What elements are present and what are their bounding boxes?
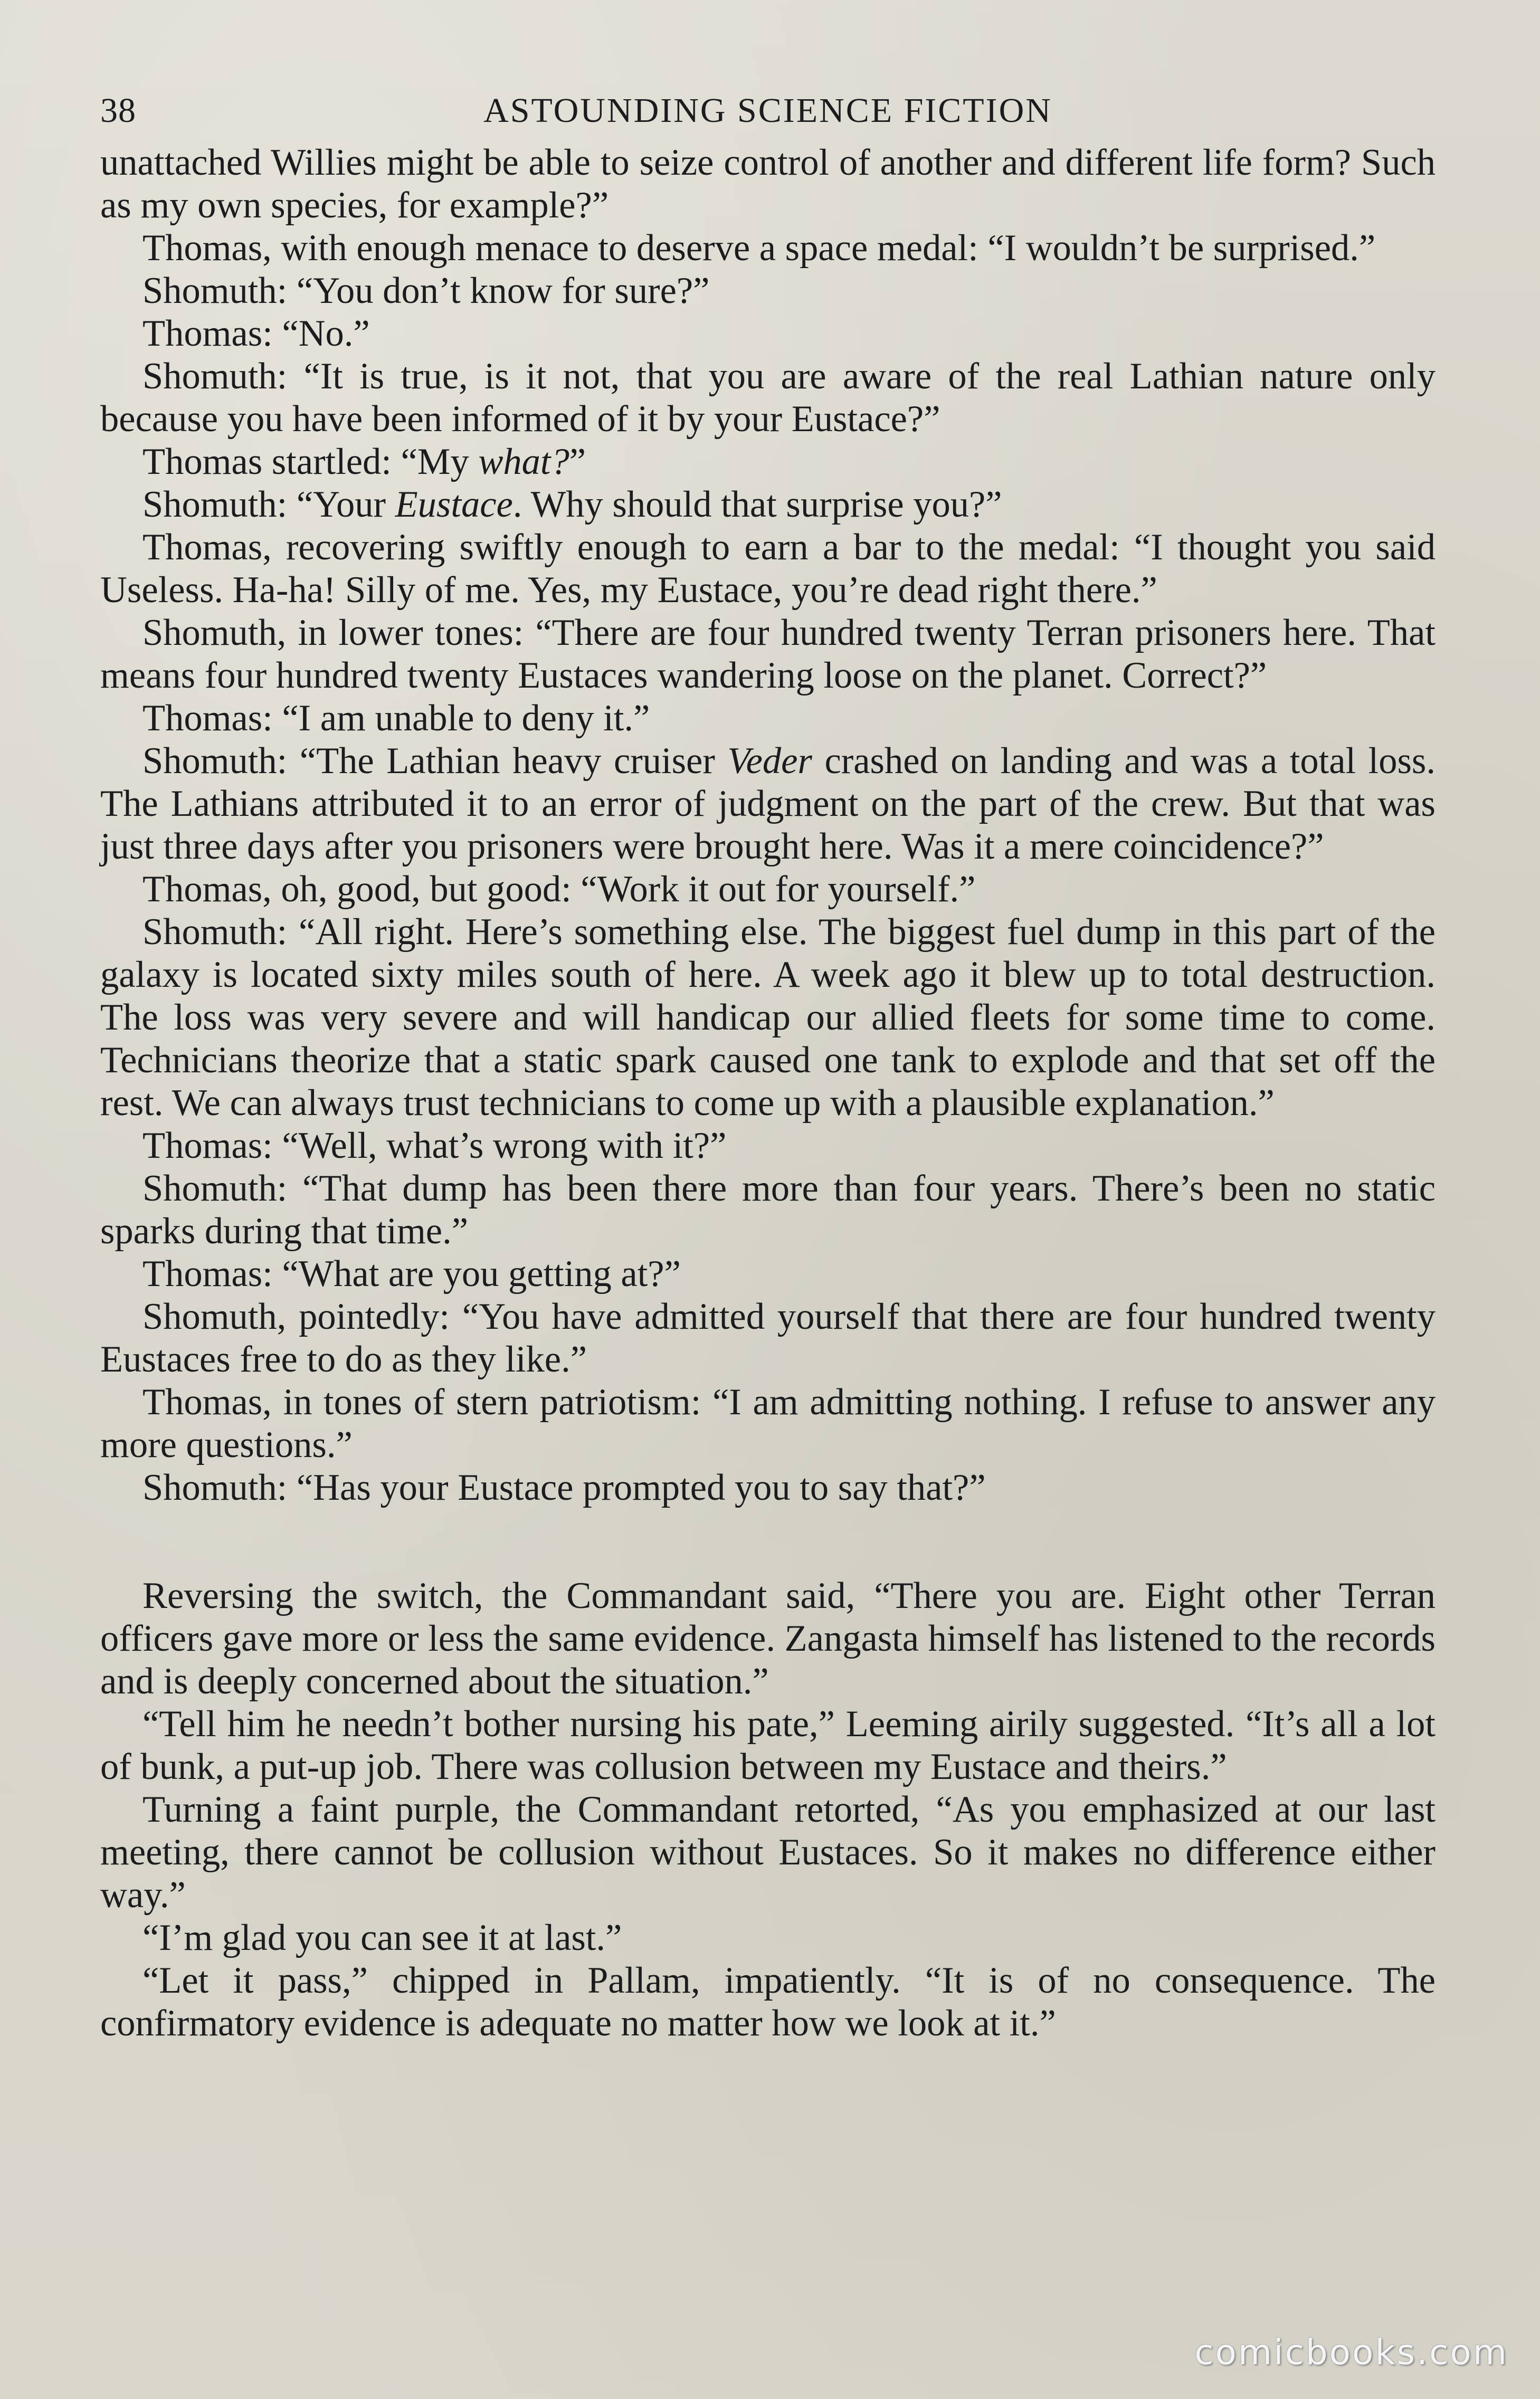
paragraph: “Tell him he needn’t bother nursing his pate,” Leeming airily suggested. “It’s all a lot of bunk, a put-up job. There was collusion between my Eustace and theirs.”	[100, 1703, 1436, 1787]
paragraph	[100, 740, 1436, 868]
paragraph: “I’m glad you can see it at last.”	[142, 1917, 622, 1958]
running-head	[100, 84, 1436, 137]
paragraph: Thomas, recovering swiftly enough to earn a bar to the medal: “I thought you said Useless. Ha-ha! Silly of me. Yes, my Eustace, you’re dead right there.”	[100, 527, 1436, 611]
paragraph: Thomas, oh, good, but good: “Work it out for yourself.”	[142, 869, 976, 910]
running-title: ASTOUNDING SCIENCE FICTION	[483, 91, 1052, 130]
paragraph	[100, 483, 1436, 526]
paragraph: Shomuth: “It is true, is it not, that you are aware of the real Lathian nature only because you have been informed of it by your Eustace?”	[100, 356, 1436, 440]
paragraph: Thomas: “Well, what’s wrong with it?”	[142, 1125, 727, 1166]
paragraph: Shomuth: “Has your Eustace prompted you to say that?”	[142, 1467, 986, 1508]
paragraph: Turning a faint purple, the Commandant retorted, “As you emphasized at our last meeting, there cannot be collusion without Eustaces. So it makes no difference either way.”	[100, 1789, 1436, 1916]
ship-name: Veder	[727, 740, 812, 782]
text-run: crashed on landing and was a total loss. The Lathians attributed it to an error of judgment on the part of the crew. But that was just three days after you prisoners were brought here. Was it a mere coincidence?”	[100, 740, 1436, 867]
paragraph: “Let it pass,” chipped in Pallam, impatiently. “It is of no consequence. The confirmatory evidence is adequate no matter how we look at it.”	[100, 1960, 1436, 2044]
paragraph: Thomas: “I am unable to deny it.”	[142, 698, 650, 739]
paragraph-continued: unattached Willies might be able to seize control of another and different life form? Such as my own species, for example?”	[100, 142, 1436, 226]
text-run: . Why should that surprise you?”	[512, 484, 1002, 525]
page-number: 38	[100, 91, 136, 130]
paragraph-after-break: Reversing the switch, the Commandant said, “There you are. Eight other Terran officers gave more or less the same evidence. Zangasta himself has listened to the records and is deeply concerned about the situation.”	[100, 1575, 1436, 1702]
body-text	[100, 141, 1436, 2045]
paragraph: Thomas, with enough menace to deserve a space medal: “I wouldn’t be surprised.”	[142, 227, 1376, 269]
text-run: Shomuth: “Your	[142, 484, 395, 525]
paragraph: Thomas: “What are you getting at?”	[142, 1253, 681, 1294]
paragraph: Thomas, in tones of stern patriotism: “I am admitting nothing. I refuse to answer any more questions.”	[100, 1382, 1436, 1465]
paragraph: Shomuth, in lower tones: “There are four hundred twenty Terran prisoners here. That means four hundred twenty Eustaces wandering loose on the planet. Correct?”	[100, 612, 1436, 696]
paragraph: Thomas: “No.”	[142, 313, 370, 354]
book-page	[100, 84, 1436, 2322]
text-run: Thomas startled: “My	[142, 441, 479, 482]
watermark: comicbooks.com	[1194, 2332, 1508, 2373]
paragraph: Shomuth: “All right. Here’s something else. The biggest fuel dump in this part of the galaxy is located sixty miles south of here. A week ago it blew up to total destruction. The loss was very severe and will handicap our allied fleets for some time to come. Technicians theorize that a static spark caused one tank to explode and that set off the rest. We can always trust technicians to come up with a plausible explanation.”	[100, 911, 1436, 1124]
paragraph: Shomuth, pointedly: “You have admitted yourself that there are four hundred twenty Eustaces free to do as they like.”	[100, 1296, 1436, 1380]
text-run: ”	[569, 441, 586, 482]
paragraph: Shomuth: “You don’t know for sure?”	[142, 270, 710, 311]
italic-text: what?	[478, 441, 569, 482]
paragraph: Shomuth: “That dump has been there more than four years. There’s been no static sparks during that time.”	[100, 1168, 1436, 1252]
paragraph	[100, 441, 1436, 483]
text-run: Shomuth: “The Lathian heavy cruiser	[142, 740, 728, 782]
italic-text: Eustace	[395, 484, 513, 525]
